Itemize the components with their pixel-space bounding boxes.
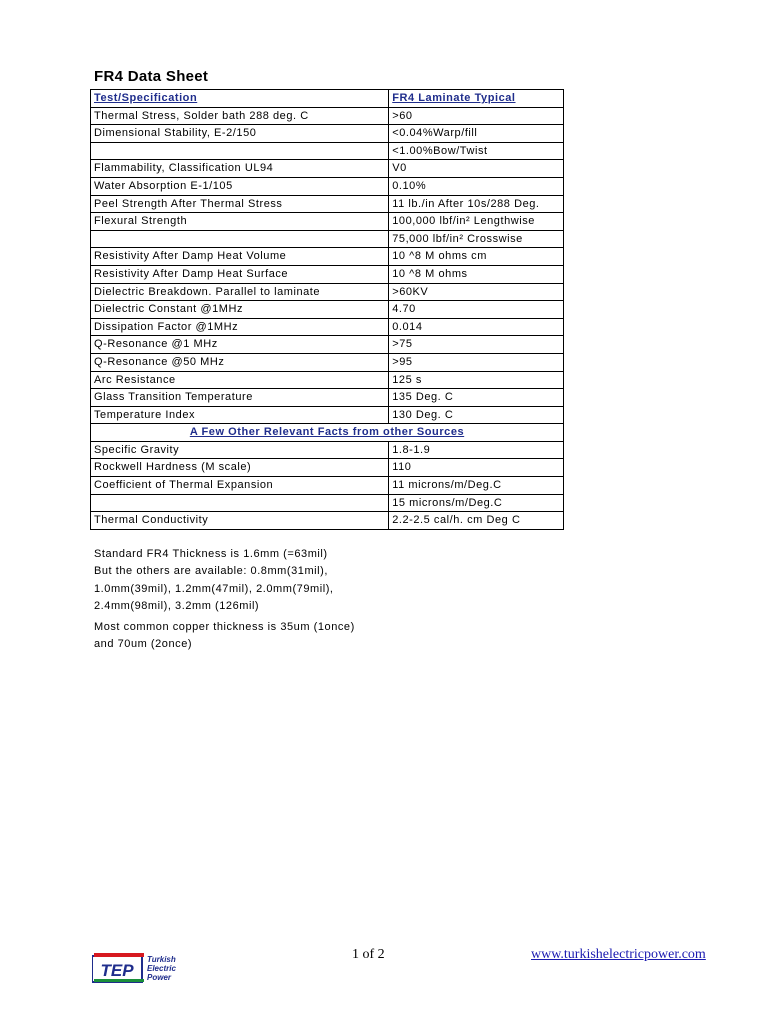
spec-cell: Peel Strength After Thermal Stress — [91, 195, 389, 213]
spec-cell: Resistivity After Damp Heat Surface — [91, 265, 389, 283]
spec-cell: Q-Resonance @50 MHz — [91, 353, 389, 371]
table-row — [91, 353, 564, 371]
spec-cell: Glass Transition Temperature — [91, 389, 389, 407]
value-cell: 0.10% — [389, 177, 564, 195]
spec-cell: Q-Resonance @1 MHz — [91, 336, 389, 354]
table-row — [91, 477, 564, 495]
value-cell: 2.2-2.5 cal/h. cm Deg C — [389, 512, 564, 530]
table-row — [91, 512, 564, 530]
value-cell: 100,000 lbf/in² Lengthwise — [389, 213, 564, 231]
column-header-test: Test/Specification — [91, 90, 389, 108]
spec-cell: Flammability, Classification UL94 — [91, 160, 389, 178]
table-row — [91, 195, 564, 213]
section-row — [91, 424, 564, 442]
spec-cell: Dielectric Constant @1MHz — [91, 301, 389, 319]
spec-cell: Rockwell Hardness (M scale) — [91, 459, 389, 477]
table-row — [91, 160, 564, 178]
logo-red-stripe — [94, 953, 144, 957]
value-cell: 10 ^8 M ohms cm — [389, 248, 564, 266]
page-number: 1 of 2 — [352, 947, 385, 962]
note-line: 2.4mm(98mil), 3.2mm (126mil) — [94, 600, 260, 613]
logo-text: TEP — [100, 961, 134, 980]
value-cell: V0 — [389, 160, 564, 178]
spec-cell: Dielectric Breakdown. Parallel to laminate — [91, 283, 389, 301]
value-cell: 0.014 — [389, 318, 564, 336]
value-cell: <0.04%Warp/fill — [389, 125, 564, 143]
note-line: Most common copper thickness is 35um (1once) — [94, 620, 355, 633]
value-cell: <1.00%Bow/Twist — [389, 142, 564, 160]
value-cell: 11 microns/m/Deg.C — [389, 477, 564, 495]
notes-section — [94, 546, 355, 653]
value-cell: 11 lb./in After 10s/288 Deg. — [389, 195, 564, 213]
logo-word-electric: Electric — [147, 964, 176, 973]
table-row — [91, 107, 564, 125]
table-row — [91, 406, 564, 424]
value-cell: 110 — [389, 459, 564, 477]
spec-table-body — [91, 90, 564, 530]
table-row — [91, 459, 564, 477]
value-cell: 125 s — [389, 371, 564, 389]
spec-cell: Dissipation Factor @1MHz — [91, 318, 389, 336]
spec-cell: Flexural Strength — [91, 213, 389, 231]
table-row — [91, 177, 564, 195]
spec-cell: Dimensional Stability, E-2/150 — [91, 125, 389, 143]
table-row — [91, 283, 564, 301]
table-row — [91, 371, 564, 389]
spec-cell: Coefficient of Thermal Expansion — [91, 477, 389, 495]
table-row — [91, 441, 564, 459]
table-row — [91, 125, 564, 143]
value-cell: >75 — [389, 336, 564, 354]
value-cell: 1.8-1.9 — [389, 441, 564, 459]
spec-cell: Thermal Stress, Solder bath 288 deg. C — [91, 107, 389, 125]
value-cell: 4.70 — [389, 301, 564, 319]
note-line: and 70um (2once) — [94, 638, 193, 651]
spec-cell: Thermal Conductivity — [91, 512, 389, 530]
table-row — [91, 318, 564, 336]
note-line: Standard FR4 Thickness is 1.6mm (=63mil) — [94, 548, 328, 560]
value-cell: 15 microns/m/Deg.C — [389, 494, 564, 512]
spec-cell — [91, 494, 389, 512]
value-cell: >95 — [389, 353, 564, 371]
table-header-row — [91, 90, 564, 108]
table-row — [91, 248, 564, 266]
spec-cell: Water Absorption E-1/105 — [91, 177, 389, 195]
table-row — [91, 142, 564, 160]
table-row — [91, 494, 564, 512]
spec-cell: Arc Resistance — [91, 371, 389, 389]
table-row — [91, 213, 564, 231]
logo-word-power: Power — [147, 973, 172, 982]
spec-cell — [91, 142, 389, 160]
table-row — [91, 265, 564, 283]
value-cell: >60 — [389, 107, 564, 125]
value-cell: 75,000 lbf/in² Crosswise — [389, 230, 564, 248]
table-row — [91, 336, 564, 354]
table-row — [91, 301, 564, 319]
note-line: 1.0mm(39mil), 1.2mm(47mil), 2.0mm(79mil), — [94, 582, 334, 595]
spec-cell: Specific Gravity — [91, 441, 389, 459]
website-link[interactable]: www.turkishelectricpower.com — [531, 947, 706, 962]
value-cell: 135 Deg. C — [389, 389, 564, 407]
spec-table — [90, 89, 564, 530]
logo-word-turkish: Turkish — [147, 955, 176, 964]
value-cell: 10 ^8 M ohms — [389, 265, 564, 283]
spec-cell — [91, 230, 389, 248]
note-line: But the others are available: 0.8mm(31mil), — [94, 565, 328, 578]
table-row — [91, 230, 564, 248]
spec-cell: Temperature Index — [91, 406, 389, 424]
column-header-typical: FR4 Laminate Typical — [389, 90, 564, 108]
section-title: A Few Other Relevant Facts from other Sources — [91, 424, 564, 442]
document-title: FR4 Data Sheet — [94, 68, 209, 85]
tep-logo — [92, 950, 188, 984]
value-cell: >60KV — [389, 283, 564, 301]
table-row — [91, 389, 564, 407]
value-cell: 130 Deg. C — [389, 406, 564, 424]
spec-cell: Resistivity After Damp Heat Volume — [91, 248, 389, 266]
